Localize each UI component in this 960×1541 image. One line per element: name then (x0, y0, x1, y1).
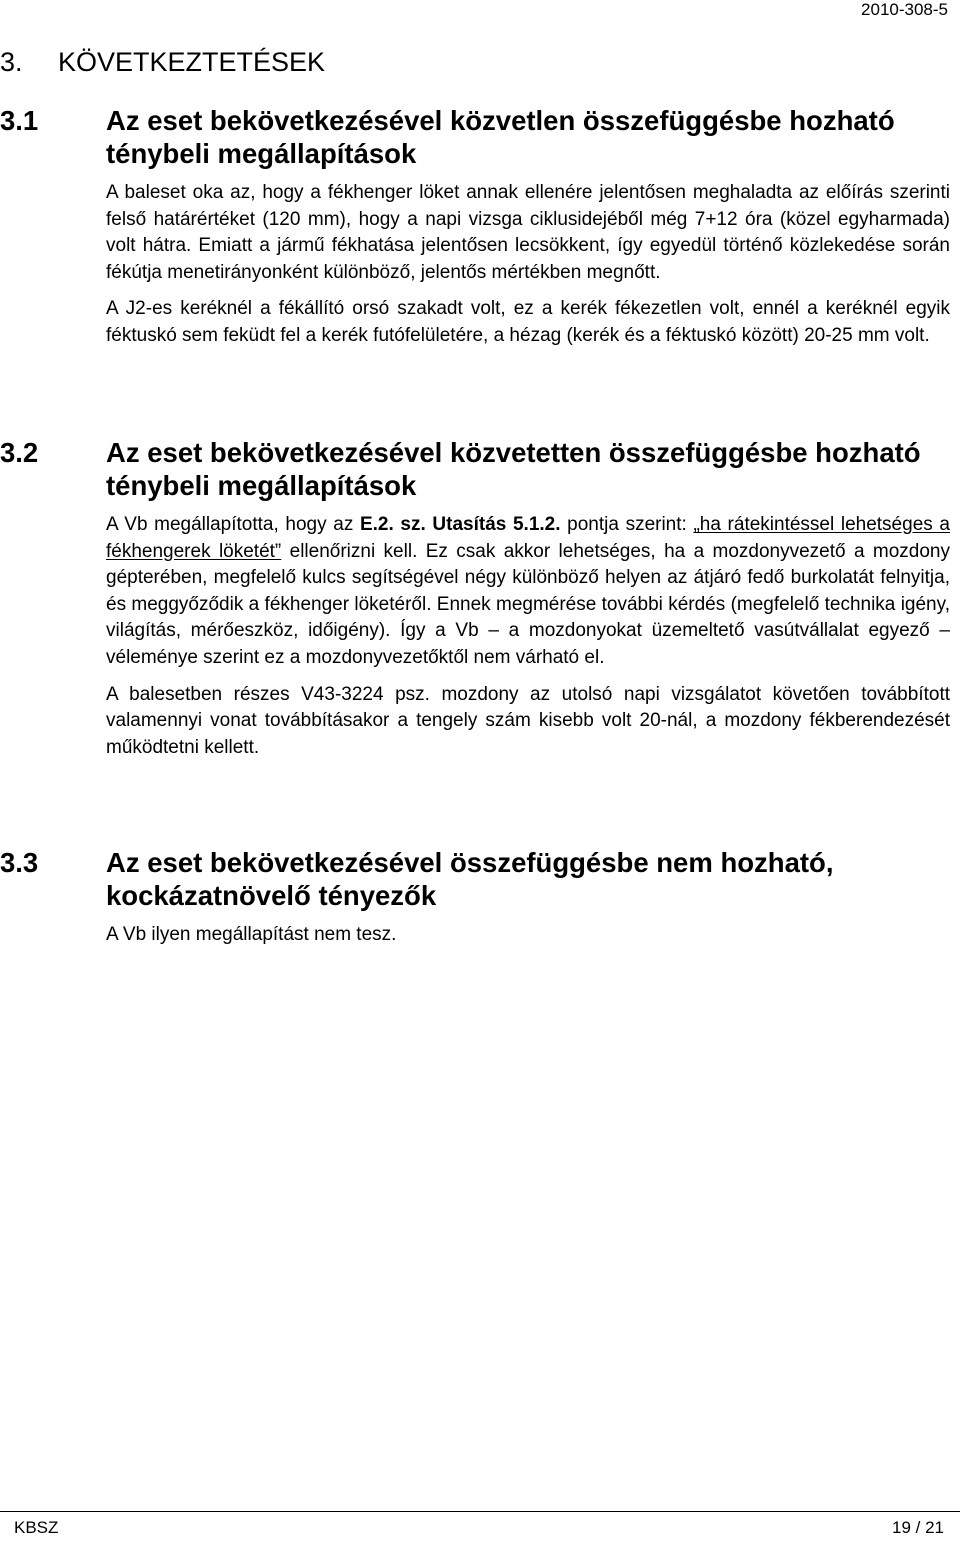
paragraph-mid: pontja szerint: (560, 514, 694, 535)
section-title: Az eset bekövetkezésével közvetetten összefüggésbe hozható ténybeli megállapítások (106, 437, 921, 501)
section-3-2 (0, 436, 950, 761)
document-id: 2010-308-5 (861, 0, 948, 19)
paragraph: A J2-es keréknél a fékállító orsó szakadt volt, ez a kerék fékezetlen volt, ennél a keréknél egyik féktuskó sem feküdt fel a kerék futófelületére, a hézag (kerék és a féktuskó között) 20-25 mm volt. (106, 298, 950, 346)
quoted-rule: „ha rátekintéssel lehetséges a fékhengerek löketét” (106, 514, 950, 562)
footer-organization: KBSZ (14, 1518, 59, 1537)
section-title: Az eset bekövetkezésével közvetlen összefüggésbe hozható ténybeli megállapítások (106, 105, 895, 169)
paragraph: A Vb ilyen megállapítást nem tesz. (106, 924, 397, 945)
chapter-heading (0, 44, 325, 80)
section-3-3 (0, 846, 950, 949)
chapter-title: KÖVETKEZTETÉSEK (58, 47, 326, 77)
section-title: Az eset bekövetkezésével összefüggésbe nem hozható, kockázatnövelő tényezők (106, 847, 834, 911)
section-number: 3.2 (0, 437, 39, 468)
regulation-reference: E.2. sz. Utasítás 5.1.2. (359, 514, 561, 535)
paragraph-intro: A Vb megállapította, hogy az (106, 514, 360, 535)
section-number: 3.1 (0, 105, 39, 136)
section-heading (0, 436, 950, 502)
paragraph: A balesetben részes V43-3224 psz. mozdony az utolsó napi vizsgálatot követően továbbított valamennyi vonat továbbításakor a tengely szám kisebb volt 20-nál, a mozdony fékberendezését működtetni kellett. (106, 683, 950, 758)
page-number: 19 / 21 (892, 1518, 944, 1537)
section-heading (0, 846, 950, 912)
section-number: 3.3 (0, 847, 39, 878)
paragraph-rest: ellenőrizni kell. Ez csak akkor lehetséges, ha a mozdonyvezető a mozdony gépterében, megfelelő kulcs segítségével négy különböző helyen az átjáró fedő burkolatát felnyitja, és meggyőződik a fékhenger löketéről. Ennek megmérése további kérdés (megfelelő technika igény, világítás, mérőeszköz, időigény). Így a Vb – a mozdonyokat üzemeltető vasútvállalat egyező – véleménye szerint ez a mozdonyvezetőktől nem várható el. (106, 540, 951, 668)
paragraph: A baleset oka az, hogy a fékhenger löket annak ellenére jelentősen meghaladta az előírás szerinti felső határértéket (120 mm), hogy a napi vizsga ciklusidejéből még 7+12 óra (közel egyharmada) volt hátra. Emiatt a jármű fékhatása jelentősen lecsökkent, így egyedül történő közlekedése során fékútja menetirányonként különböző, jelentős mértékben megnőtt. (106, 182, 950, 283)
chapter-number: 3. (0, 47, 23, 77)
footer-divider (0, 1511, 960, 1512)
section-3-1 (0, 104, 950, 350)
section-heading (0, 104, 950, 170)
paragraph (106, 512, 950, 672)
